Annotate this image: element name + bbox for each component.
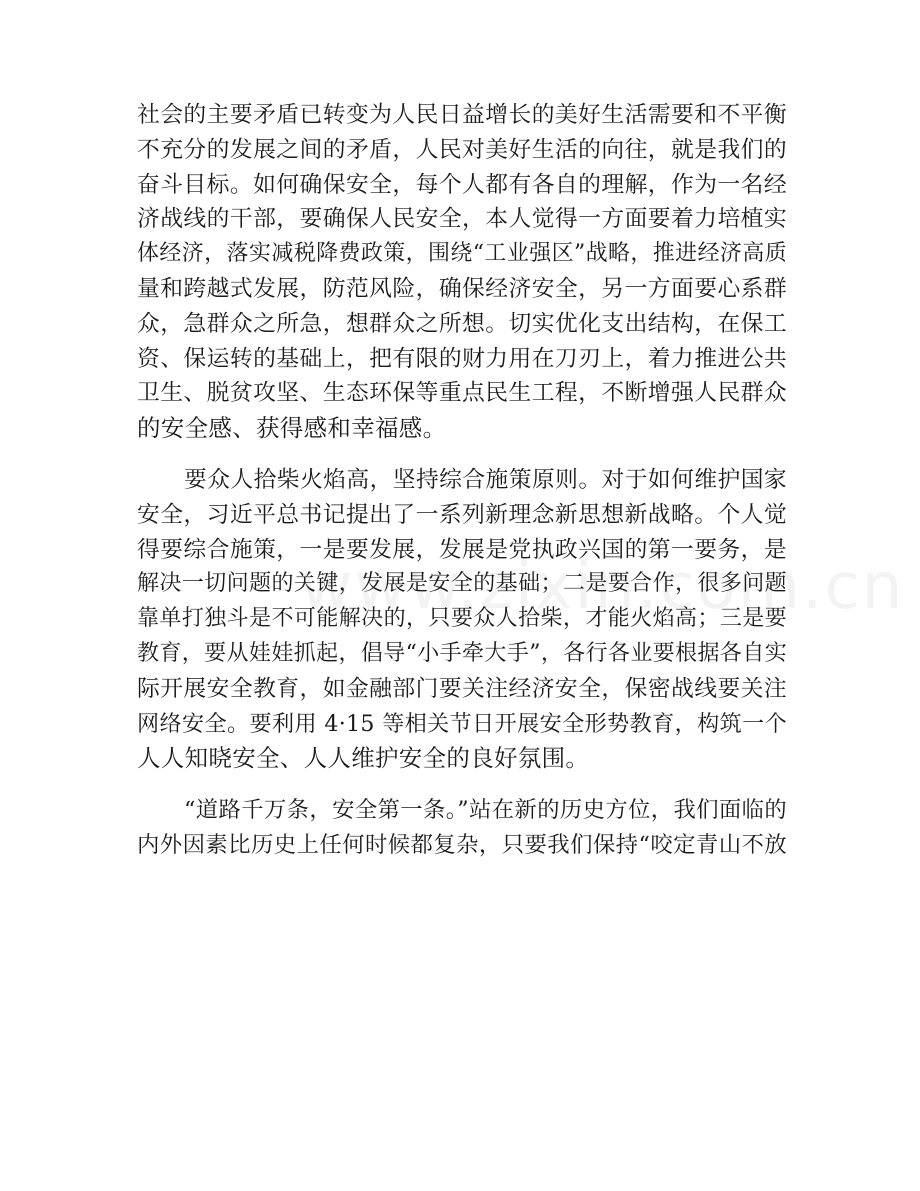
text-line: 体经济，落实减税降费政策，围绕“工业强区”战略，推进经济高质 bbox=[137, 241, 787, 267]
text-line: 不充分的发展之间的矛盾，人民对美好生活的向往，就是我们的 bbox=[137, 136, 787, 163]
text-line: 社会的主要矛盾已转变为人民日益增长的美好生活需要和不平衡 bbox=[137, 102, 787, 128]
text-line: 卫生、脱贫攻坚、生态环保等重点民生工程，不断增强人民群众 bbox=[137, 380, 787, 407]
text-line: 网络安全。要利用 4·15 等相关节日开展安全形势教育，构筑一个 bbox=[137, 710, 787, 737]
text-line: 际开展安全教育，如金融部门要关注经济安全，保密战线要关注 bbox=[137, 675, 787, 702]
text-line: 人人知晓安全、人人维护安全的良好氛围。 bbox=[137, 744, 590, 773]
text-line: 要众人拾柴火焰高，坚持综合施策原则。对于如何维护国家 bbox=[184, 466, 787, 493]
text-line: 得要综合施策，一是要发展，发展是党执政兴国的第一要务，是 bbox=[137, 536, 787, 563]
text-line: 教育，要从娃娃抓起，倡导“小手牵大手”，各行各业要根据各自实 bbox=[137, 640, 787, 666]
text-line: 内外因素比历史上任何时候都复杂，只要我们保持“咬定青山不放 bbox=[137, 831, 787, 858]
text-line: 奋斗目标。如何确保安全，每个人都有各自的理解，作为一名经 bbox=[137, 171, 787, 198]
text-line: 众，急群众之所急，想群众之所想。切实优化支出结构，在保工 bbox=[137, 310, 787, 337]
paragraph-3 bbox=[137, 793, 787, 863]
text-line: 安全，习近平总书记提出了一系列新理念新思想新战略。个人觉 bbox=[137, 501, 787, 528]
text-line: 靠单打独斗是不可能解决的，只要众人拾柴，才能火焰高；三是要 bbox=[137, 606, 787, 632]
text-line: 的安全感、获得感和幸福感。 bbox=[137, 414, 447, 443]
text-line: 解决一切问题的关键，发展是安全的基础；二是要合作，很多问题 bbox=[137, 571, 787, 597]
paragraph-spacer bbox=[137, 776, 787, 793]
text-line: 资、保运转的基础上，把有限的财力用在刀刃上，着力推进公共 bbox=[137, 345, 787, 372]
text-line: 量和跨越式发展，防范风险，确保经济安全，另一方面要心系群 bbox=[137, 275, 787, 302]
text-line: 济战线的干部，要确保人民安全，本人觉得一方面要着力培植实 bbox=[137, 206, 787, 233]
document-body bbox=[137, 98, 787, 863]
paragraph-spacer bbox=[137, 446, 787, 463]
paragraph-2 bbox=[137, 463, 787, 776]
paragraph-1 bbox=[137, 98, 787, 446]
text-line: “道路千万条，安全第一条。”站在新的历史方位，我们面临的 bbox=[184, 797, 787, 824]
